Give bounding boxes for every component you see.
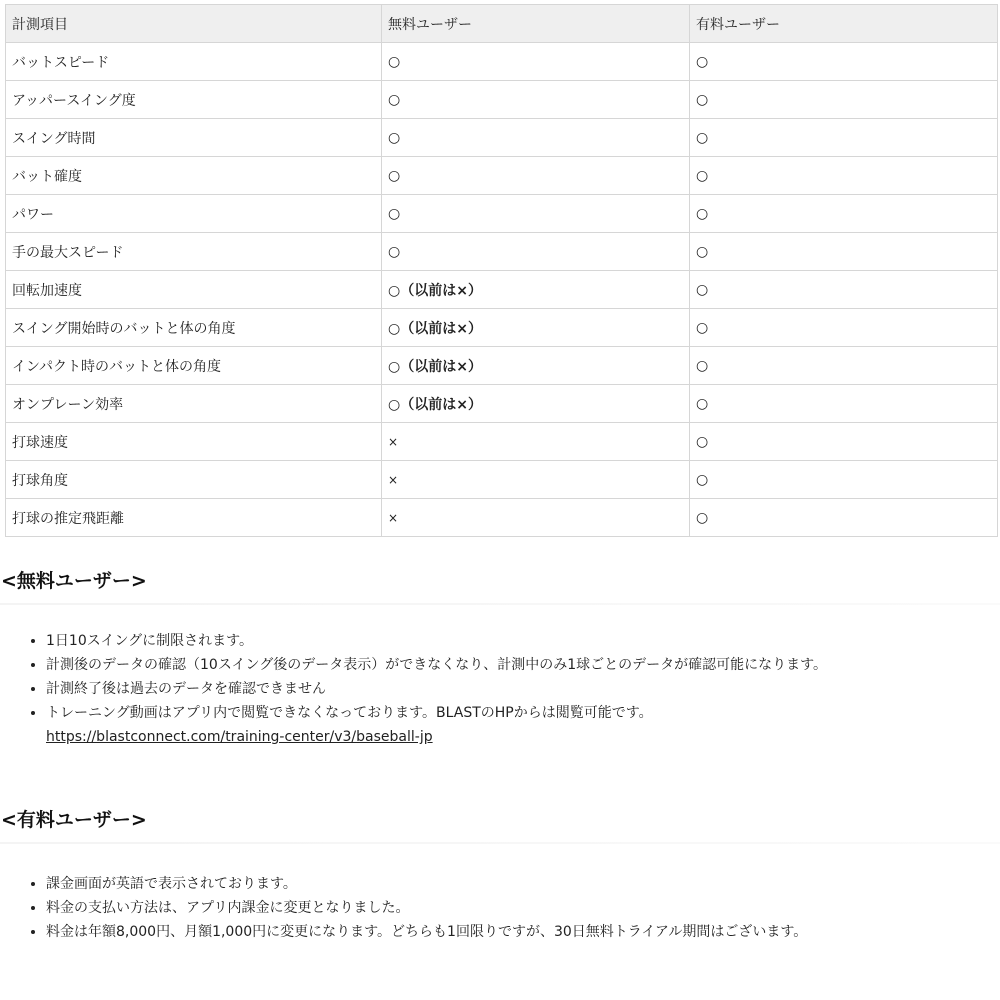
cell-free: × — [382, 423, 690, 461]
list-item-text: トレーニング動画はアプリ内で閲覧できなくなっております。BLASTのHPからは閲覧可能です。 — [46, 705, 653, 721]
cell-item: 手の最大スピード — [6, 233, 382, 271]
cell-paid: ○ — [690, 157, 998, 195]
cell-item: バット確度 — [6, 157, 382, 195]
list-item: • 課金画面が英語で表示されております。 — [46, 872, 1000, 896]
cell-item: パワー — [6, 195, 382, 233]
training-center-link[interactable]: https://blastconnect.com/training-center/v3/baseball-jp — [46, 729, 433, 745]
table-row — [6, 195, 998, 233]
cell-free: ○ — [382, 119, 690, 157]
table-row — [6, 157, 998, 195]
list-item: • 1日10スイングに制限されます。 — [46, 629, 1000, 653]
table-row — [6, 119, 998, 157]
cell-free: ○ — [382, 233, 690, 271]
cell-paid: ○ — [690, 271, 998, 309]
table-row — [6, 309, 998, 347]
cell-free: ○（以前は×） — [382, 347, 690, 385]
cell-paid: ○ — [690, 499, 998, 537]
list-item — [46, 701, 1000, 749]
paid-user-notes — [26, 872, 1000, 944]
table-row — [6, 385, 998, 423]
cell-item: 打球角度 — [6, 461, 382, 499]
cell-item: スイング開始時のバットと体の角度 — [6, 309, 382, 347]
cell-free: ○ — [382, 195, 690, 233]
cell-item: スイング時間 — [6, 119, 382, 157]
table-row — [6, 461, 998, 499]
comparison-table — [5, 4, 998, 537]
cell-paid: ○ — [690, 119, 998, 157]
cell-paid: ○ — [690, 347, 998, 385]
free-heading-divider — [0, 603, 1000, 605]
header-paid-user: 有料ユーザー — [690, 5, 998, 43]
paid-heading-divider — [0, 842, 1000, 844]
cell-free: × — [382, 499, 690, 537]
table-row — [6, 271, 998, 309]
table-row — [6, 233, 998, 271]
cell-free: ○（以前は×） — [382, 271, 690, 309]
cell-item: バットスピード — [6, 43, 382, 81]
cell-paid: ○ — [690, 233, 998, 271]
cell-paid: ○ — [690, 43, 998, 81]
cell-free: × — [382, 461, 690, 499]
free-user-heading: <無料ユーザー> — [1, 570, 147, 592]
cell-paid: ○ — [690, 309, 998, 347]
cell-paid: ○ — [690, 385, 998, 423]
cell-free: ○ — [382, 157, 690, 195]
free-user-notes — [26, 629, 1000, 749]
cell-free: ○ — [382, 81, 690, 119]
cell-free: ○（以前は×） — [382, 385, 690, 423]
header-free-user: 無料ユーザー — [382, 5, 690, 43]
table-row — [6, 499, 998, 537]
list-item: • 料金は年額8,000円、月額1,000円に変更になります。どちらも1回限りですが、30日無料トライアル期間はございます。 — [46, 920, 1000, 944]
cell-item: オンプレーン効率 — [6, 385, 382, 423]
cell-free: ○（以前は×） — [382, 309, 690, 347]
cell-item: アッパースイング度 — [6, 81, 382, 119]
list-item: • 料金の支払い方法は、アプリ内課金に変更となりました。 — [46, 896, 1000, 920]
cell-item: インパクト時のバットと体の角度 — [6, 347, 382, 385]
list-item: • 計測後のデータの確認（10スイング後のデータ表示）ができなくなり、計測中のみ1球ごとのデータが確認可能になります。 — [46, 653, 1000, 677]
paid-user-heading: <有料ユーザー> — [1, 809, 147, 831]
cell-free: ○ — [382, 43, 690, 81]
table-row — [6, 43, 998, 81]
table-row — [6, 423, 998, 461]
list-item: • 計測終了後は過去のデータを確認できません — [46, 677, 1000, 701]
cell-paid: ○ — [690, 195, 998, 233]
table-row — [6, 347, 998, 385]
cell-item: 打球の推定飛距離 — [6, 499, 382, 537]
cell-item: 打球速度 — [6, 423, 382, 461]
cell-item: 回転加速度 — [6, 271, 382, 309]
cell-paid: ○ — [690, 461, 998, 499]
header-item: 計測項目 — [6, 5, 382, 43]
cell-paid: ○ — [690, 423, 998, 461]
table-row — [6, 81, 998, 119]
table-header-row — [6, 5, 998, 43]
cell-paid: ○ — [690, 81, 998, 119]
